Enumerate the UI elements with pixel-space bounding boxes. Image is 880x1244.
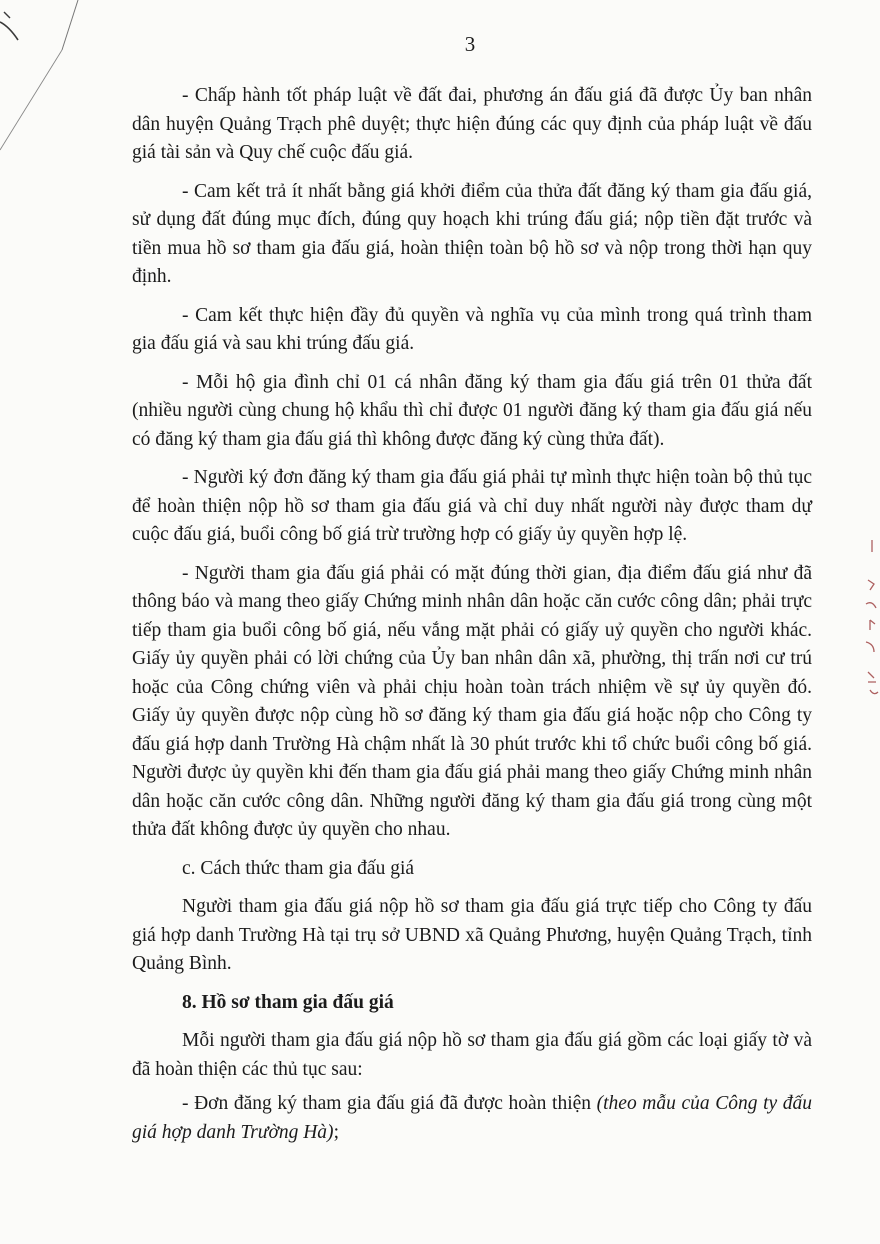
paragraph-household-limit: - Mỗi hộ gia đình chỉ 01 cá nhân đăng ký tham gia đấu giá trên 01 thửa đất (nhiều người cùng chung hộ khẩu thì chỉ được 01 người đăng ký tham gia đấu giá nếu có đăng ký tham gia đấu giá thì không được đăng ký cùng thửa đất). xyxy=(132,371,812,450)
paragraph-signer-procedure: - Người ký đơn đăng ký tham gia đấu giá phải tự mình thực hiện toàn bộ thủ tục để hoàn thiện nộp hồ sơ tham gia đấu giá và chỉ duy nhất người này được tham dự cuộc đấu giá, buổi công bố giá trừ trường hợp có giấy ủy quyền hợp lệ. xyxy=(132,467,812,545)
document-body xyxy=(132,82,812,1157)
paragraph-price-commitment: - Cam kết trả ít nhất bằng giá khởi điểm của thửa đất đăng ký tham gia đấu giá, sử dụng đất đúng mục đích, đúng quy hoạch khi trúng đấu giá; nộp tiền đặt trước và tiền mua hồ sơ tham gia đấu giá, hoàn thiện toàn bộ hồ sơ và nộp trong thời hạn quy định. xyxy=(132,180,812,287)
page-number: 3 xyxy=(464,32,476,56)
registration-form-end: ; xyxy=(333,1121,339,1143)
paragraph-registration-form xyxy=(132,1090,812,1147)
paragraph-dossier-intro: Mỗi người tham gia đấu giá nộp hồ sơ tham gia đấu giá gồm các loại giấy tờ và đã hoàn thiện các thủ tục sau: xyxy=(132,1030,812,1080)
registration-form-text: - Đơn đăng ký tham gia đấu giá đã được hoàn thiện xyxy=(182,1093,597,1114)
section-heading-dossier: 8. Hồ sơ tham gia đấu giá xyxy=(182,991,394,1013)
paragraph-submission-location: Người tham gia đấu giá nộp hồ sơ tham gia đấu giá trực tiếp cho Công ty đấu giá hợp danh Trường Hà tại trụ sở UBND xã Quảng Phương, huyện Quảng Trạch, tỉnh Quảng Bình. xyxy=(132,896,812,974)
registration-form-note: (theo mẫu của Công ty đấu giá hợp danh Trường Hà) xyxy=(132,1093,813,1143)
paragraph-rights-obligations: - Cam kết thực hiện đầy đủ quyền và nghĩa vụ của mình trong quá trình tham gia đấu giá và sau khi trúng đấu giá. xyxy=(132,304,812,354)
paragraph-attendance-authorization: - Người tham gia đấu giá phải có mặt đúng thời gian, địa điểm đấu giá như đã thông báo và mang theo giấy Chứng minh nhân dân hoặc căn cước công dân; phải trực tiếp tham gia buổi công bố giá, nếu vắng mặt phải có giấy uỷ quyền cho người khác. Giấy ủy quyền phải có lời chứng của Ủy ban nhân dân xã, phường, thị trấn nơi cư trú hoặc của Công chứng viên và phải chịu hoàn toàn trách nhiệm về sự ủy quyền đó. Giấy ủy quyền được nộp cùng hồ sơ đăng ký tham gia đấu giá hoặc nộp cho Công ty đấu giá hợp danh Trường Hà chậm nhất là 30 phút trước khi tổ chức buổi công bố giá. Người được ủy quyền khi đến tham gia đấu giá phải mang theo giấy Chứng minh nhân dân hoặc căn cước công dân. Những người đăng ký tham gia đấu giá trong cùng một thửa đất không được ủy quyền cho nhau. xyxy=(132,562,812,840)
paragraph-compliance: - Chấp hành tốt pháp luật về đất đai, phương án đấu giá đã được Ủy ban nhân dân huyện Quảng Trạch phê duyệt; thực hiện đúng các quy định của pháp luật về đấu giá tài sản và Quy chế cuộc đấu giá. xyxy=(132,85,812,163)
subheading-participation-method: c. Cách thức tham gia đấu giá xyxy=(182,857,415,879)
